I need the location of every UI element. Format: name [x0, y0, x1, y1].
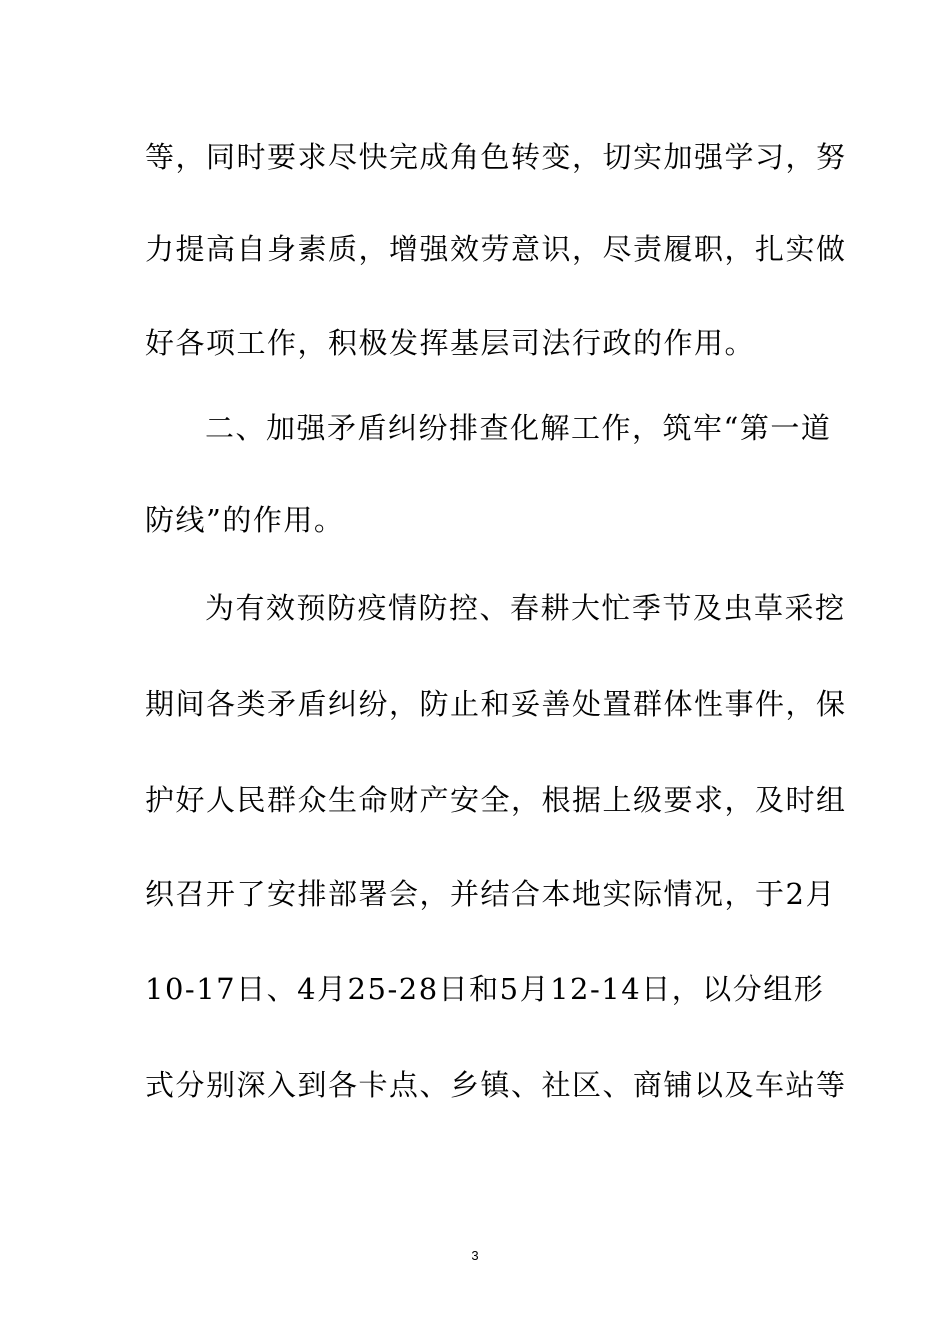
body-text-line: 10-17日、4月25-28日和5月12-14日，以分组形 [145, 972, 825, 1006]
section-heading-line: 防线”的作用。 [145, 503, 345, 537]
body-text-line: 力提高自身素质，增强效劳意识，尽责履职，扎实做 [145, 232, 847, 266]
body-text-line: 为有效预防疫情防控、春耕大忙季节及虫草采挖 [205, 591, 846, 625]
body-text-line: 等，同时要求尽快完成角色转变，切实加强学习，努 [145, 140, 847, 174]
page-number: 3 [471, 1248, 479, 1263]
body-text-line: 式分别深入到各卡点、乡镇、社区、商铺以及车站等 [145, 1068, 847, 1102]
body-text-line: 护好人民群众生命财产安全，根据上级要求，及时组 [145, 783, 847, 817]
body-text-line: 好各项工作，积极发挥基层司法行政的作用。 [145, 326, 756, 360]
body-text-line: 织召开了安排部署会，并结合本地实际情况，于2月 [145, 877, 836, 911]
body-text-line: 期间各类矛盾纠纷，防止和妥善处置群体性事件，保 [145, 687, 847, 721]
section-heading-line: 二、加强矛盾纠纷排查化解工作，筑牢“第一道 [205, 411, 832, 445]
